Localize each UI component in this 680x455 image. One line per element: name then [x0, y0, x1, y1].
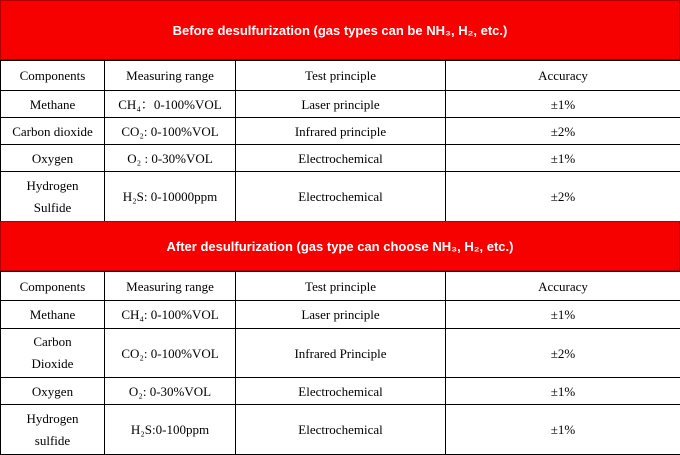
cell-principle: Laser principle [236, 91, 446, 118]
table-row [1, 145, 680, 172]
component-line: Hydrogen [26, 410, 79, 426]
cell-accuracy: ±2% [446, 118, 680, 145]
table-row [1, 301, 680, 329]
cell-range: CO₂: 0-100%VOL [105, 118, 236, 145]
cell-range: H₂S: 0-10000ppm [105, 172, 236, 222]
cell-component: Oxygen [1, 145, 105, 172]
header-row [1, 61, 680, 91]
header-components: Components [1, 272, 105, 301]
component-line: Carbon [33, 334, 72, 349]
header-row [1, 272, 680, 301]
header-measuring-range: Measuring range [105, 61, 236, 91]
cell-principle: Electrochemical [236, 145, 446, 172]
cell-accuracy: ±1% [446, 145, 680, 172]
cell-accuracy: ±2% [446, 172, 680, 222]
component-line: Dioxide [31, 356, 74, 371]
cell-principle: Infrared Principle [236, 329, 446, 378]
component-line: sulfide [34, 432, 71, 448]
cell-component: Carbon dioxide [1, 118, 105, 145]
cell-range: H₂S:0-100ppm [105, 405, 236, 455]
cell-principle: Electrochemical [236, 172, 446, 222]
cell-accuracy: ±2% [446, 329, 680, 378]
section-banner-after [0, 221, 680, 271]
component-line: Hydrogen [26, 177, 79, 193]
banner-title-before: Before desulfurization (gas types can be NH₃, H₂, etc.) [172, 23, 508, 38]
table-row [1, 91, 680, 118]
header-accuracy: Accuracy [446, 61, 680, 91]
table-row [1, 405, 680, 455]
cell-component [1, 329, 105, 378]
cell-accuracy: ±1% [446, 405, 680, 455]
cell-component: Methane [1, 301, 105, 329]
cell-principle: Infrared principle [236, 118, 446, 145]
header-test-principle: Test principle [236, 61, 446, 91]
table-row [1, 329, 680, 378]
cell-accuracy: ±1% [446, 301, 680, 329]
banner-title-after: After desulfurization (gas type can choose NH₃, H₂, etc.) [166, 239, 514, 254]
cell-principle: Electrochemical [236, 378, 446, 405]
component-line: Sulfide [33, 199, 72, 215]
cell-accuracy: ±1% [446, 91, 680, 118]
header-test-principle: Test principle [236, 272, 446, 301]
cell-principle: Electrochemical [236, 405, 446, 455]
section-banner-before [0, 0, 680, 60]
cell-accuracy: ±1% [446, 378, 680, 405]
table-before [0, 60, 680, 222]
cell-range: CH₄: 0-100%VOL [105, 301, 236, 329]
table-row [1, 378, 680, 405]
cell-range: CO₂: 0-100%VOL [105, 329, 236, 378]
table-after [0, 271, 680, 455]
cell-principle: Laser principle [236, 301, 446, 329]
header-accuracy: Accuracy [446, 272, 680, 301]
table-row [1, 172, 680, 222]
cell-component: Methane [1, 91, 105, 118]
cell-range: CH₄：0-100%VOL [105, 91, 236, 118]
cell-component: Oxygen [1, 378, 105, 405]
table-row [1, 118, 680, 145]
cell-component [1, 405, 105, 455]
cell-range: O₂: 0-30%VOL [105, 378, 236, 405]
cell-range: O₂ : 0-30%VOL [105, 145, 236, 172]
header-measuring-range: Measuring range [105, 272, 236, 301]
cell-component [1, 172, 105, 222]
header-components: Components [1, 61, 105, 91]
